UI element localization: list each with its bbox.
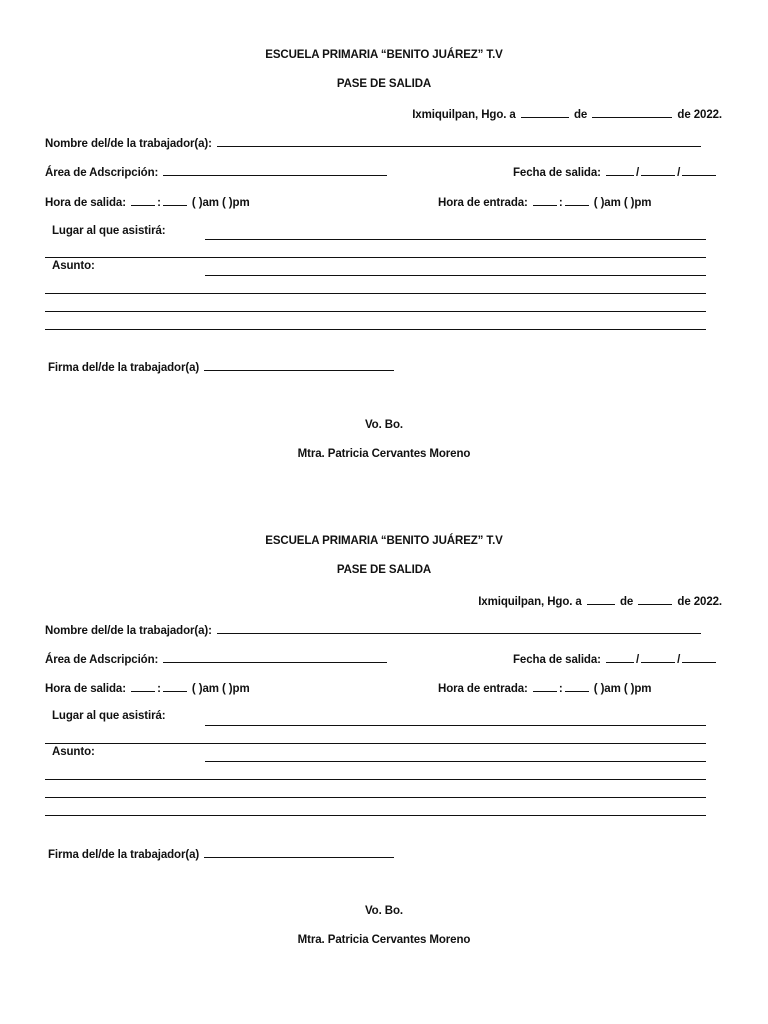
approval-label: Vo. Bo. — [364, 419, 404, 431]
approver-name: Mtra. Patricia Cervantes Moreno — [297, 448, 471, 460]
day-blank[interactable] — [587, 594, 615, 605]
destination-line-2[interactable] — [45, 257, 706, 258]
area-label: Área de Adscripción: — [45, 167, 159, 179]
approval-label: Vo. Bo. — [364, 905, 404, 917]
signature-row — [48, 847, 396, 861]
signature-blank[interactable] — [204, 847, 394, 858]
school-name: ESCUELA PRIMARIA “BENITO JUÁREZ” T.V — [265, 49, 503, 61]
entry-am-pm[interactable]: ( )am ( )pm — [593, 197, 652, 209]
area-row — [45, 165, 389, 179]
worker-name-blank[interactable] — [217, 623, 701, 634]
entry-hour-blank[interactable] — [533, 195, 557, 206]
signature-label: Firma del/de la trabajador(a) — [48, 849, 200, 861]
place-date-year: de 2022. — [677, 596, 722, 608]
exit-pass-form-2 — [0, 486, 768, 972]
entry-am-pm[interactable]: ( )am ( )pm — [593, 683, 652, 695]
area-blank[interactable] — [163, 652, 387, 663]
school-name: ESCUELA PRIMARIA “BENITO JUÁREZ” T.V — [265, 535, 503, 547]
signature-row — [48, 360, 396, 374]
exit-date-day-blank[interactable] — [606, 652, 634, 663]
destination-line[interactable] — [205, 725, 706, 726]
month-blank[interactable] — [592, 107, 672, 118]
approver-name: Mtra. Patricia Cervantes Moreno — [297, 934, 471, 946]
area-blank[interactable] — [163, 165, 387, 176]
exit-time-label: Hora de salida: — [45, 197, 126, 209]
worker-name-label: Nombre del/de la trabajador(a): — [45, 625, 212, 637]
day-blank[interactable] — [521, 107, 569, 118]
place-date-year: de 2022. — [677, 109, 722, 121]
subject-label: Asunto: — [52, 260, 95, 272]
place-date-line — [478, 594, 722, 608]
worker-name-blank[interactable] — [217, 136, 701, 147]
subject-line-2[interactable] — [45, 779, 706, 780]
subject-label: Asunto: — [52, 746, 95, 758]
exit-minute-blank[interactable] — [163, 195, 187, 206]
place-date-prefix: Ixmiquilpan, Hgo. a — [412, 109, 516, 121]
exit-hour-blank[interactable] — [131, 681, 155, 692]
worker-name-row — [45, 623, 703, 637]
entry-time-label: Hora de entrada: — [438, 683, 528, 695]
exit-date-year-blank[interactable] — [682, 165, 716, 176]
month-blank[interactable] — [638, 594, 672, 605]
exit-am-pm[interactable]: ( )am ( )pm — [191, 197, 250, 209]
exit-date-row: Fecha de salida: / / — [513, 652, 718, 666]
entry-minute-blank[interactable] — [565, 681, 589, 692]
subject-line-4[interactable] — [45, 329, 706, 330]
entry-time-label: Hora de entrada: — [438, 197, 528, 209]
subject-line-2[interactable] — [45, 293, 706, 294]
place-date-prefix: Ixmiquilpan, Hgo. a — [478, 596, 582, 608]
exit-time-label: Hora de salida: — [45, 683, 126, 695]
place-date-de: de — [573, 109, 588, 121]
exit-date-year-blank[interactable] — [682, 652, 716, 663]
subject-line-4[interactable] — [45, 815, 706, 816]
form-title: PASE DE SALIDA — [336, 78, 432, 90]
exit-date-day-blank[interactable] — [606, 165, 634, 176]
form-title: PASE DE SALIDA — [336, 564, 432, 576]
exit-time-row: Hora de salida: : ( )am ( )pm — [45, 197, 250, 209]
worker-name-row — [45, 136, 703, 150]
exit-time-row: Hora de salida: : ( )am ( )pm — [45, 683, 250, 695]
exit-am-pm[interactable]: ( )am ( )pm — [191, 683, 250, 695]
signature-label: Firma del/de la trabajador(a) — [48, 362, 200, 374]
subject-line-3[interactable] — [45, 311, 706, 312]
exit-date-row: Fecha de salida: / / — [513, 165, 718, 179]
exit-minute-blank[interactable] — [163, 681, 187, 692]
subject-line[interactable] — [205, 275, 706, 276]
exit-date-label: Fecha de salida: — [513, 167, 601, 179]
exit-date-month-blank[interactable] — [641, 165, 675, 176]
place-date-de: de — [619, 596, 634, 608]
destination-line-2[interactable] — [45, 743, 706, 744]
worker-name-label: Nombre del/de la trabajador(a): — [45, 138, 212, 150]
exit-date-month-blank[interactable] — [641, 652, 675, 663]
entry-time-row: Hora de entrada: : ( )am ( )pm — [438, 197, 652, 209]
entry-time-row: Hora de entrada: : ( )am ( )pm — [438, 683, 652, 695]
exit-date-label: Fecha de salida: — [513, 654, 601, 666]
entry-hour-blank[interactable] — [533, 681, 557, 692]
area-label: Área de Adscripción: — [45, 654, 159, 666]
exit-pass-form-1 — [0, 0, 768, 486]
signature-blank[interactable] — [204, 360, 394, 371]
subject-line-3[interactable] — [45, 797, 706, 798]
destination-label: Lugar al que asistirá: — [52, 225, 166, 237]
subject-line[interactable] — [205, 761, 706, 762]
area-row — [45, 652, 389, 666]
place-date-line — [412, 107, 722, 121]
destination-label: Lugar al que asistirá: — [52, 710, 166, 722]
destination-line[interactable] — [205, 239, 706, 240]
exit-hour-blank[interactable] — [131, 195, 155, 206]
entry-minute-blank[interactable] — [565, 195, 589, 206]
